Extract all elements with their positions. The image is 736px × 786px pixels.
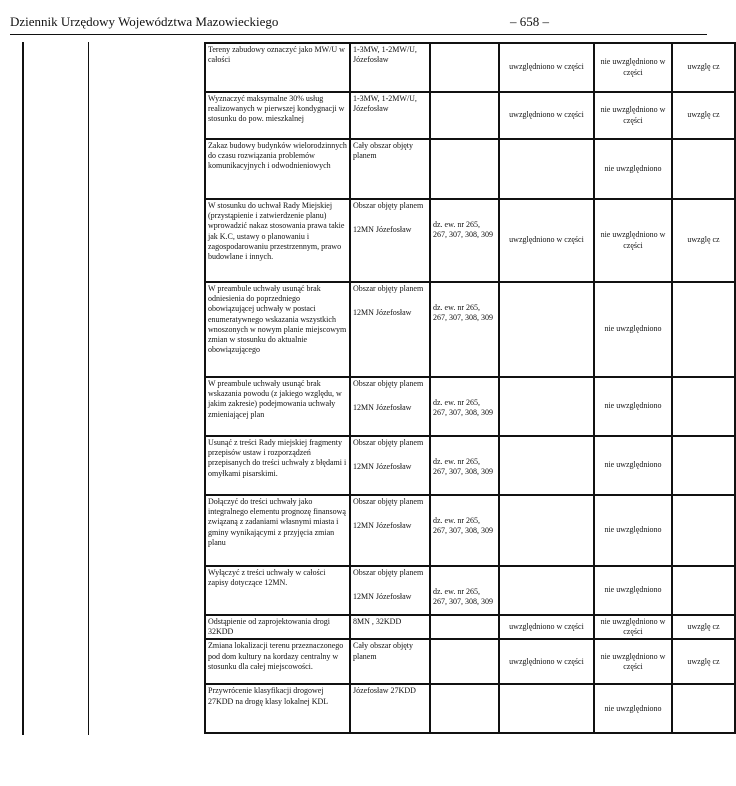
cell-subject: W preambule uchwały usunąć brak odniesienia do poprzedniego obowiązującej uchwały w postaci enumeratywnego wskazania wszystkich wnoszonych w nowym planie miejscowym zmian w stosunku do aktualnie obowiązującego: [205, 282, 350, 377]
cell-parcels: dz. ew. nr 265, 267, 307, 308, 309: [430, 199, 499, 282]
cell-subject: Wyłączyć z treści uchwały w całości zapisy dotyczące 12MN.: [205, 566, 350, 615]
cell-parcels: [430, 43, 499, 92]
cell-parcels: [430, 92, 499, 139]
area-detail: 12MN Józefosław: [353, 462, 412, 472]
table-row: [205, 639, 735, 684]
cell-subject: W preambule uchwały usunąć brak wskazania powodu (z jakiego względu, w jakim zakresie) podejmowania uchwały zmieniającej plan: [205, 377, 350, 436]
resolution-table: [204, 42, 736, 734]
cell-decision: uwzglę cz: [672, 199, 735, 282]
page-header: [10, 14, 707, 32]
cell-parcels: [430, 684, 499, 733]
cell-area: [350, 377, 430, 436]
cell-decision: [672, 377, 735, 436]
page-number: – 658 –: [510, 14, 549, 29]
cell-parcels: [430, 615, 499, 639]
area-label: Obszar objęty planem: [353, 568, 424, 577]
cell-decision: nie uwzględniono w części: [594, 615, 672, 639]
cell-decision: uwzglę cz: [672, 639, 735, 684]
area-label: Obszar objęty planem: [353, 284, 424, 293]
cell-parcels: dz. ew. nr 265, 267, 307, 308, 309: [430, 495, 499, 566]
cell-parcels: dz. ew. nr 265, 267, 307, 308, 309: [430, 436, 499, 495]
cell-decision: uwzględniono w części: [499, 615, 594, 639]
cell-subject: Przywrócenie klasyfikacji drogowej 27KDD na drogę klasy lokalnej KDL: [205, 684, 350, 733]
area-detail: 12MN Józefosław: [353, 403, 412, 413]
cell-parcels: [430, 639, 499, 684]
cell-subject: Tereny zabudowy oznaczyć jako MW/U w całości: [205, 43, 350, 92]
area-label: Obszar objęty planem: [353, 497, 424, 506]
cell-decision: nie uwzględniono w części: [594, 43, 672, 92]
cell-subject: Zmiana lokalizacji terenu przeznaczonego pod dom kultury na kordazy centralny w stosunku dla całej miejscowości.: [205, 639, 350, 684]
cell-decision: [672, 684, 735, 733]
cell-parcels: [430, 139, 499, 199]
journal-title: Dziennik Urzędowy Województwa Mazowieckiego: [10, 14, 279, 29]
cell-area: Cały obszar objęty planem: [350, 139, 430, 199]
table-row: [205, 139, 735, 199]
cell-area: 8MN , 32KDD: [350, 615, 430, 639]
cell-subject: Odstąpienie od zaprojektowania drogi 32KDD: [205, 615, 350, 639]
cell-area: 1-3MW, 1-2MW/U, Józefosław: [350, 92, 430, 139]
cell-decision: nie uwzględniono: [594, 139, 672, 199]
cell-decision: [499, 282, 594, 377]
table-row: [205, 92, 735, 139]
cell-decision: nie uwzględniono: [594, 282, 672, 377]
cell-decision: uwzglę cz: [672, 615, 735, 639]
cell-decision: uwzglę cz: [672, 43, 735, 92]
cell-decision: [672, 139, 735, 199]
area-detail: 12MN Józefosław: [353, 225, 412, 235]
header-rule: [10, 34, 707, 35]
cell-decision: nie uwzględniono: [594, 684, 672, 733]
table-row: [205, 282, 735, 377]
cell-decision: nie uwzględniono: [594, 377, 672, 436]
cell-parcels: dz. ew. nr 265, 267, 307, 308, 309: [430, 377, 499, 436]
cell-decision: [672, 282, 735, 377]
cell-subject: Dołączyć do treści uchwały jako integralnego elementu prognozę finansową związaną z zadaniami własnymi miasta i gminy wynikającymi z przyjęcia zmian planu: [205, 495, 350, 566]
cell-decision: uwzględniono w części: [499, 199, 594, 282]
cell-decision: [672, 566, 735, 615]
area-label: Obszar objęty planem: [353, 438, 424, 447]
cell-decision: nie uwzględniono: [594, 495, 672, 566]
cell-area: [350, 495, 430, 566]
cell-decision: nie uwzględniono: [594, 436, 672, 495]
cell-area: [350, 199, 430, 282]
left-column-border: [22, 42, 24, 735]
left-column-divider: [88, 42, 89, 735]
table-row: [205, 377, 735, 436]
cell-decision: uwzględniono w części: [499, 92, 594, 139]
cell-area: Józefosław 27KDD: [350, 684, 430, 733]
table-row: [205, 436, 735, 495]
cell-area: [350, 566, 430, 615]
table-row: [205, 566, 735, 615]
table-row: [205, 495, 735, 566]
cell-decision: [499, 377, 594, 436]
table-row: [205, 199, 735, 282]
cell-subject: Usunąć z treści Rady miejskiej fragmenty przepisów ustaw i rozporządzeń przepisanych do treści uchwały z błędami i omyłkami pisarskimi.: [205, 436, 350, 495]
cell-decision: [672, 495, 735, 566]
table-row: [205, 43, 735, 92]
area-detail: 12MN Józefosław: [353, 592, 412, 602]
cell-decision: [499, 495, 594, 566]
table-row: [205, 615, 735, 639]
cell-subject: Wyznaczyć maksymalne 30% usług realizowanych w pierwszej kondygnacji w stosunku do pow. mieszkalnej: [205, 92, 350, 139]
cell-decision: nie uwzględniono: [594, 566, 672, 615]
table-row: [205, 684, 735, 733]
cell-decision: uwzględniono w części: [499, 639, 594, 684]
cell-decision: nie uwzględniono w części: [594, 199, 672, 282]
cell-decision: uwzglę cz: [672, 92, 735, 139]
cell-decision: uwzględniono w części: [499, 43, 594, 92]
cell-parcels: dz. ew. nr 265, 267, 307, 308, 309: [430, 282, 499, 377]
area-label: Obszar objęty planem: [353, 379, 424, 388]
cell-area: Cały obszar objęty planem: [350, 639, 430, 684]
cell-decision: [499, 566, 594, 615]
area-label: Obszar objęty planem: [353, 201, 424, 210]
area-detail: 12MN Józefosław: [353, 308, 412, 318]
area-detail: 12MN Józefosław: [353, 521, 412, 531]
cell-parcels: dz. ew. nr 265, 267, 307, 308, 309: [430, 566, 499, 615]
cell-decision: [499, 139, 594, 199]
cell-area: [350, 436, 430, 495]
cell-area: 1-3MW, 1-2MW/U, Józefosław: [350, 43, 430, 92]
cell-decision: nie uwzględniono w części: [594, 639, 672, 684]
cell-decision: [499, 436, 594, 495]
cell-decision: [672, 436, 735, 495]
cell-decision: [499, 684, 594, 733]
cell-subject: W stosunku do uchwał Rady Miejskiej (przystąpienie i zatwierdzenie planu) wprowadzić nakaz stosowania prawa takie jak K.C, ustawy o planowaniu i zagospodarowaniu przestrzennym, prawo budowlane i innych.: [205, 199, 350, 282]
cell-subject: Zakaz budowy budynków wielorodzinnych do czasu rozwiązania problemów komunikacyjnych i odwodnieniowych: [205, 139, 350, 199]
cell-area: [350, 282, 430, 377]
cell-decision: nie uwzględniono w części: [594, 92, 672, 139]
